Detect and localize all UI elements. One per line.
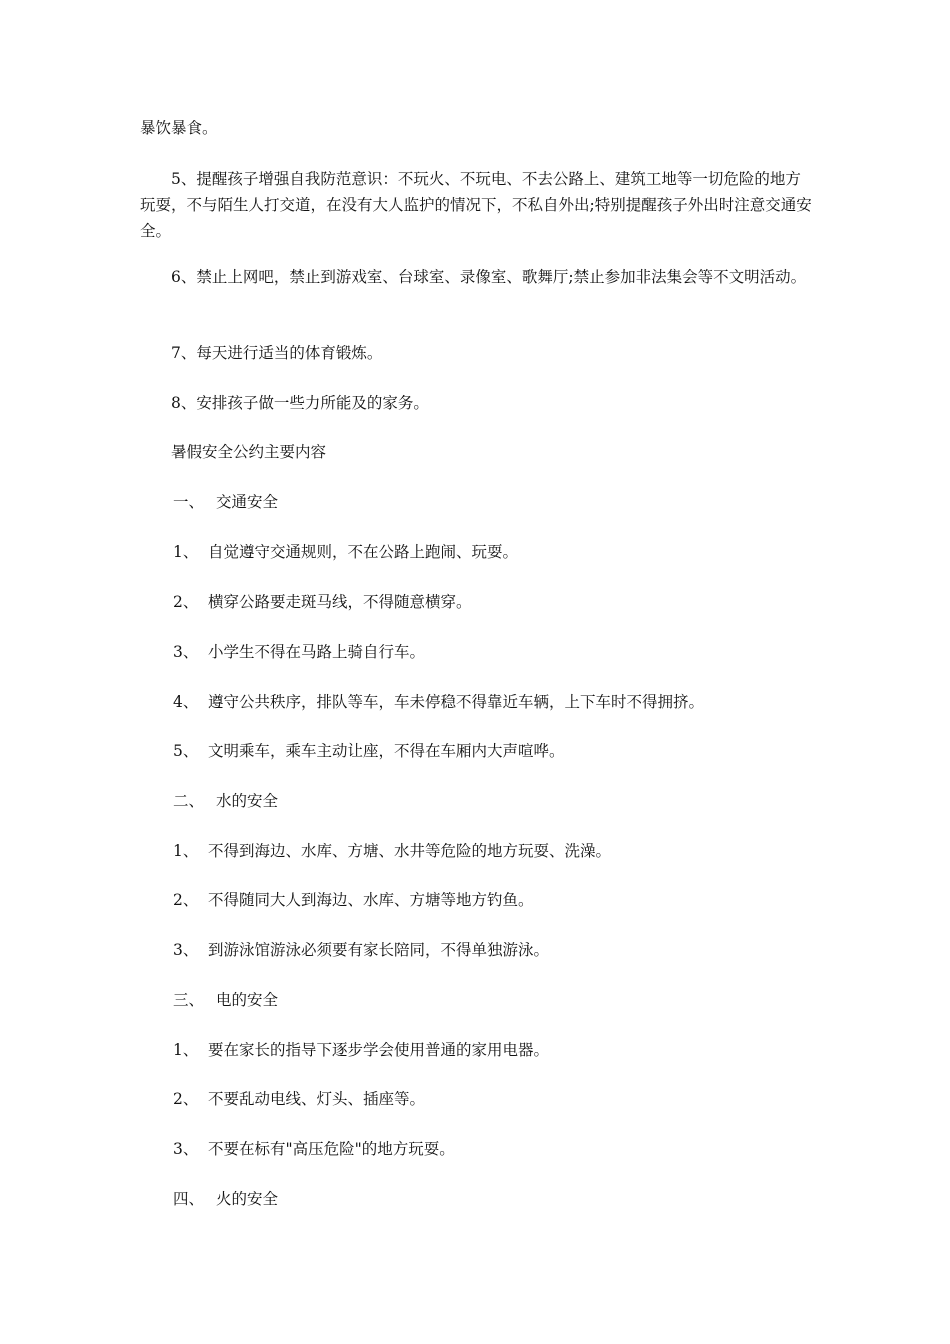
section-heading-main: 暑假安全公约主要内容 xyxy=(140,443,327,461)
list-item-text: 文明乘车，乘车主动让座，不得在车厢内大声喧哗。 xyxy=(208,742,565,760)
list-item-text: 遵守公共秩序，排队等车，车未停稳不得靠近车辆，上下车时不得拥挤。 xyxy=(208,693,705,711)
list-item-text: 小学生不得在马路上骑自行车。 xyxy=(208,643,426,661)
list-item-number: 2、 xyxy=(173,1090,199,1108)
list-item-number: 1、 xyxy=(173,842,199,860)
section-number: 一、 xyxy=(173,493,205,511)
list-item-text: 不得到海边、水库、方塘、水井等危险的地方玩耍、洗澡。 xyxy=(208,842,612,860)
list-item-text: 不要乱动电线、灯头、插座等。 xyxy=(208,1090,426,1108)
section-number: 三、 xyxy=(173,991,205,1009)
list-item-number: 1、 xyxy=(173,1041,199,1059)
section-title: 火的安全 xyxy=(216,1190,279,1208)
paragraph-item-8: 8、安排孩子做一些力所能及的家务。 xyxy=(140,394,429,412)
list-item-number: 1、 xyxy=(173,543,199,561)
list-item-text: 不要在标有"高压危险"的地方玩耍。 xyxy=(208,1140,455,1158)
paragraph-item-7: 7、每天进行适当的体育锻炼。 xyxy=(140,344,383,362)
section-title: 电的安全 xyxy=(216,991,279,1009)
list-item-number: 2、 xyxy=(173,891,199,909)
section-title: 水的安全 xyxy=(216,792,279,810)
section-number: 二、 xyxy=(173,792,205,810)
list-item-text: 自觉遵守交通规则，不在公路上跑闹、玩耍。 xyxy=(208,543,519,561)
paragraph-item-5: 5、提醒孩子增强自我防范意识：不玩火、不玩电、不去公路上、建筑工地等一切危险的地方玩耍，不与陌生人打交道，在没有大人监护的情况下，不私自外出;特别提醒孩子外出时注意交通安全。 xyxy=(140,170,812,240)
list-item-text: 横穿公路要走斑马线，不得随意横穿。 xyxy=(208,593,472,611)
list-item-number: 2、 xyxy=(173,593,199,611)
list-item-number: 3、 xyxy=(173,643,199,661)
paragraph-item-6: 6、禁止上网吧，禁止到游戏室、台球室、录像室、歌舞厅;禁止参加非法集会等不文明活动。 xyxy=(140,268,807,286)
list-item-text: 要在家长的指导下逐步学会使用普通的家用电器。 xyxy=(208,1041,550,1059)
list-item-number: 5、 xyxy=(173,742,199,760)
section-title: 交通安全 xyxy=(216,493,279,511)
section-number: 四、 xyxy=(173,1190,205,1208)
list-item-number: 4、 xyxy=(173,693,199,711)
list-item-number: 3、 xyxy=(173,1140,199,1158)
list-item-text: 到游泳馆游泳必须要有家长陪同，不得单独游泳。 xyxy=(208,941,550,959)
list-item-number: 3、 xyxy=(173,941,199,959)
list-item-text: 不得随同大人到海边、水库、方塘等地方钓鱼。 xyxy=(208,891,534,909)
paragraph-continuation: 暴饮暴食。 xyxy=(140,119,218,137)
